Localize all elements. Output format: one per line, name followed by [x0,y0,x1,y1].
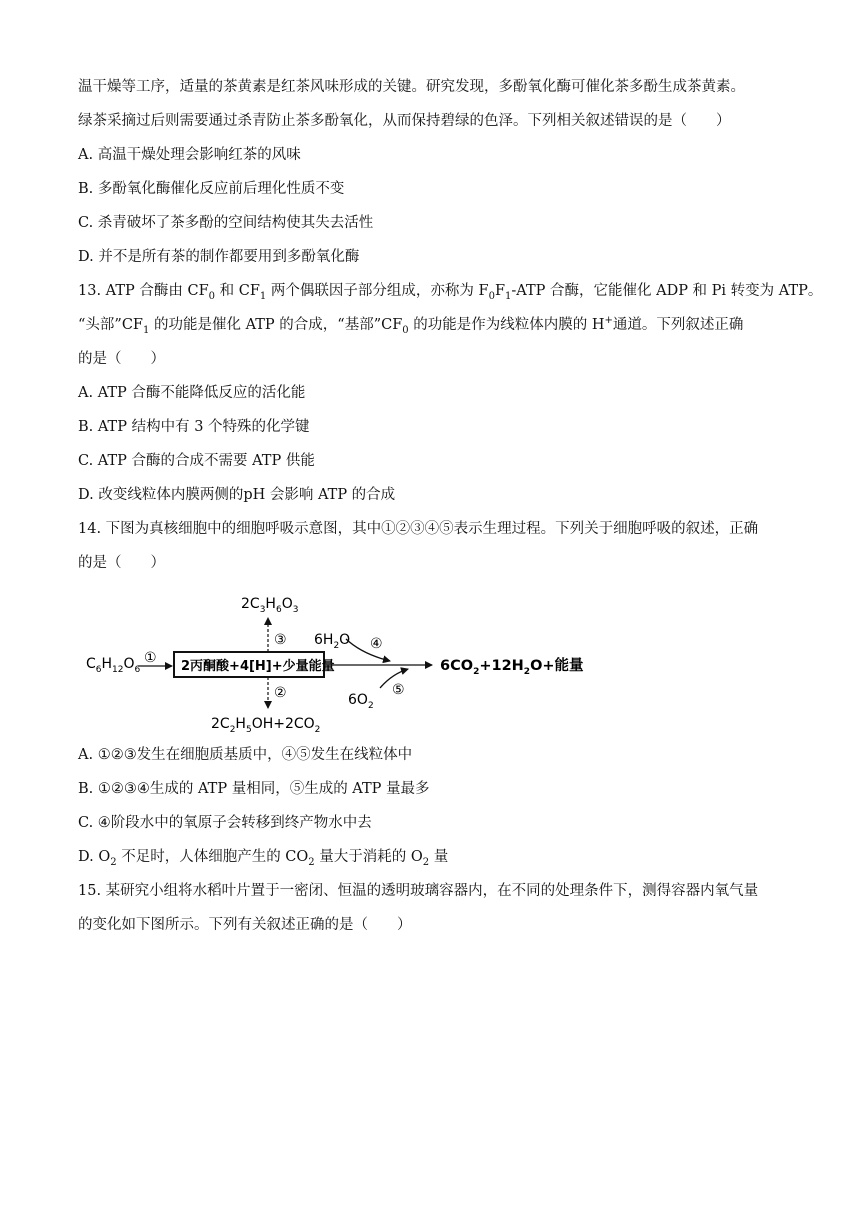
q14-option-c: C. ④阶段水中的氧原子会转移到终产物水中去 [78,815,372,831]
q14-option-a: A. ①②③发生在细胞质基质中，④⑤发生在线粒体中 [78,747,413,763]
q12-option-a: A. 高温干燥处理会影响红茶的风味 [78,147,301,163]
ethanol-label: $2C_2H_5OH+2CO_2$ [211,716,321,732]
oxygen-input-label: $6O_2$ [348,692,374,711]
step-4-marker: ④ [370,636,383,652]
q13-stem-line-2: “头部$”CF_1$ 的功能是催化 ATP 的合成，“基部$”CF_0$ 的功能是作为线粒体内膜的 H+通道。下列叙述正确 [78,315,744,336]
q13-option-d: D. 改变线粒体内膜两侧的pH 会影响 ATP 的合成 [78,487,396,503]
q13-stem-line-1: 13. ATP 合酶由 $CF_0$ 和 $CF_1$ 两个偶联因子部分组成，亦称为 $F_0F_1$-ATP 合酶，它能催化 ADP 和 Pi 转变为 ATP。 [78,283,823,302]
q14-stem-line-2: 的是（ ） [78,555,165,571]
pyruvate-box-label: 2丙酮酸+4[H]+少量能量 [181,659,335,674]
step-2-marker: ② [274,685,287,701]
q13-option-b: B. ATP 结构中有 3 个特殊的化学键 [78,419,310,435]
exam-page [78,70,823,942]
water-input-label: $6H_2O$ [314,632,351,651]
step-5-marker: ⑤ [392,682,405,698]
q13-option-c: C. ATP 合酶的合成不需要 ATP 供能 [78,453,315,469]
lactate-label: $2C_3H_6O_3$ [241,596,299,615]
respiration-diagram-svg [78,582,788,732]
q13-stem-line-3: 的是（ ） [78,351,165,367]
intro-line-2: 绿茶采摘过后则需要通过杀青防止茶多酚氧化，从而保持碧绿的色泽。下列相关叙述错误的是（ ） [78,113,731,129]
q14-option-b: B. ①②③④生成的 ATP 量相同，⑤生成的 ATP 量最多 [78,781,430,797]
q12-option-d: D. 并不是所有茶的制作都要用到多酚氧化酶 [78,249,360,265]
step-1-marker: ① [144,650,157,666]
q12-option-c: C. 杀青破坏了茶多酚的空间结构使其失去活性 [78,215,374,231]
glucose-label: $C_6H_{12}O_6$ [86,656,141,675]
q12-option-b: B. 多酚氧化酶催化反应前后理化性质不变 [78,181,345,197]
q13-option-a: A. ATP 合酶不能降低反应的活化能 [78,385,306,401]
intro-line-1: 温干燥等工序，适量的茶黄素是红茶风味形成的关键。研究发现，多酚氧化酶可催化茶多酚生成茶黄素。 [78,79,745,95]
respiration-diagram [78,582,788,732]
q15-stem-line-1: 15. 某研究小组将水稻叶片置于一密闭、恒温的透明玻璃容器内，在不同的处理条件下，测得容器内氧气量 [78,883,759,899]
products-label: $6CO_2+12H_2O+$能量 [440,658,584,677]
step-3-marker: ③ [274,632,287,648]
arrow-step-4 [346,639,390,661]
q14-option-d: D. $O_2$ 不足时，人体细胞产生的 $CO_2$ 量大于消耗的 $O_2$ 量 [78,849,449,868]
q15-stem-line-2: 的变化如下图所示。下列有关叙述正确的是（ ） [78,917,412,933]
q14-stem-line-1: 14. 下图为真核细胞中的细胞呼吸示意图，其中①②③④⑤表示生理过程。下列关于细胞呼吸的叙述，正确 [78,521,759,537]
